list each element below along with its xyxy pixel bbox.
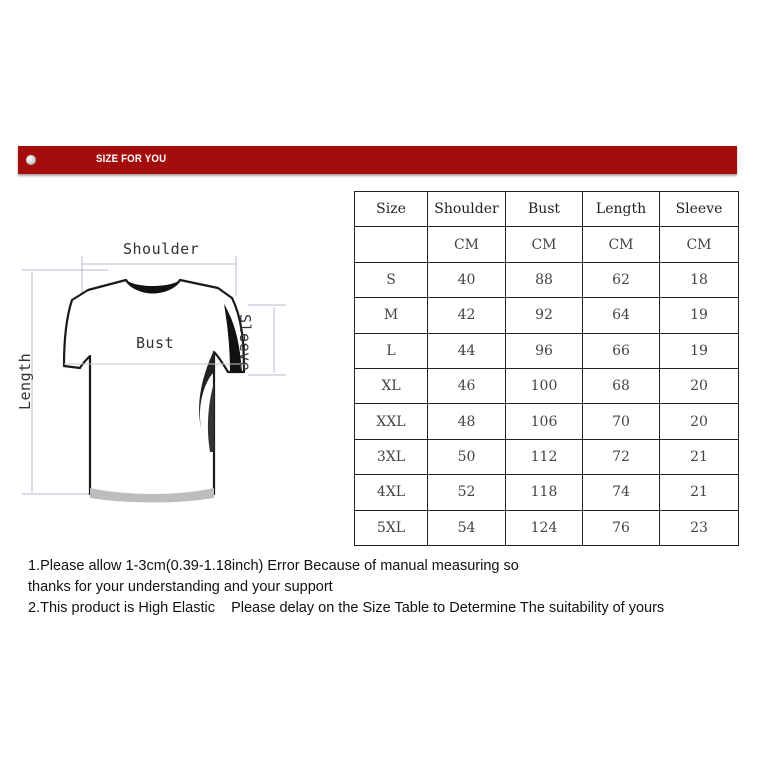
table-row <box>355 298 739 333</box>
banner-title: SIZE FOR YOU <box>96 153 167 165</box>
notes <box>28 556 748 619</box>
cell-sleeve: 21 <box>660 475 739 510</box>
cell-length: 70 <box>583 404 660 439</box>
table-row <box>355 439 739 474</box>
table-row <box>355 333 739 368</box>
cell-bust: 96 <box>506 333 583 368</box>
cell-bust: 100 <box>506 368 583 403</box>
table-row <box>355 510 739 545</box>
cell-bust: 124 <box>506 510 583 545</box>
cell-bust: 92 <box>506 298 583 333</box>
cell-sleeve: 18 <box>660 262 739 297</box>
cell-sleeve: 19 <box>660 333 739 368</box>
cell-sleeve: 21 <box>660 439 739 474</box>
cell-length: 62 <box>583 262 660 297</box>
cell-length: 64 <box>583 298 660 333</box>
cell-length: 72 <box>583 439 660 474</box>
cell-shoulder: 40 <box>428 262 506 297</box>
unit-size <box>355 227 428 262</box>
tshirt-diagram <box>18 232 318 522</box>
cell-length: 68 <box>583 368 660 403</box>
length-label: Length <box>16 352 34 410</box>
sleeve-label: Sleeve <box>236 314 254 372</box>
table-units-row <box>355 227 739 262</box>
cell-sleeve: 23 <box>660 510 739 545</box>
cell-sleeve: 19 <box>660 298 739 333</box>
cell-length: 74 <box>583 475 660 510</box>
table-row <box>355 404 739 439</box>
note-line-1: 1.Please allow 1-3cm(0.39-1.18inch) Error Because of manual measuring so <box>28 558 519 574</box>
unit-length: CM <box>583 227 660 262</box>
cell-size: S <box>355 262 428 297</box>
cell-size: 3XL <box>355 439 428 474</box>
table-row <box>355 262 739 297</box>
header-size: Size <box>355 192 428 227</box>
header-sleeve: Sleeve <box>660 192 739 227</box>
cell-shoulder: 44 <box>428 333 506 368</box>
cell-shoulder: 54 <box>428 510 506 545</box>
cell-bust: 106 <box>506 404 583 439</box>
cell-shoulder: 50 <box>428 439 506 474</box>
cell-size: XXL <box>355 404 428 439</box>
unit-sleeve: CM <box>660 227 739 262</box>
bullet-icon <box>26 155 36 165</box>
cell-shoulder: 52 <box>428 475 506 510</box>
header-bust: Bust <box>506 192 583 227</box>
cell-bust: 112 <box>506 439 583 474</box>
cell-shoulder: 48 <box>428 404 506 439</box>
cell-length: 76 <box>583 510 660 545</box>
table-header-row <box>355 192 739 227</box>
cell-length: 66 <box>583 333 660 368</box>
cell-size: M <box>355 298 428 333</box>
cell-size: L <box>355 333 428 368</box>
cell-size: XL <box>355 368 428 403</box>
cell-shoulder: 46 <box>428 368 506 403</box>
cell-size: 4XL <box>355 475 428 510</box>
size-table <box>354 191 739 546</box>
bust-label: Bust <box>136 334 175 352</box>
unit-shoulder: CM <box>428 227 506 262</box>
shoulder-label: Shoulder <box>123 240 200 258</box>
header-shoulder: Shoulder <box>428 192 506 227</box>
cell-shoulder: 42 <box>428 298 506 333</box>
size-banner <box>18 146 737 174</box>
header-length: Length <box>583 192 660 227</box>
table-row <box>355 475 739 510</box>
table-row <box>355 368 739 403</box>
note-line-2: thanks for your understanding and your support <box>28 579 333 595</box>
unit-bust: CM <box>506 227 583 262</box>
cell-bust: 88 <box>506 262 583 297</box>
cell-size: 5XL <box>355 510 428 545</box>
note-line-3: 2.This product is High Elastic Please delay on the Size Table to Determine The suitability of yours <box>28 600 665 616</box>
cell-sleeve: 20 <box>660 368 739 403</box>
tshirt-icon <box>18 232 318 522</box>
cell-sleeve: 20 <box>660 404 739 439</box>
cell-bust: 118 <box>506 475 583 510</box>
